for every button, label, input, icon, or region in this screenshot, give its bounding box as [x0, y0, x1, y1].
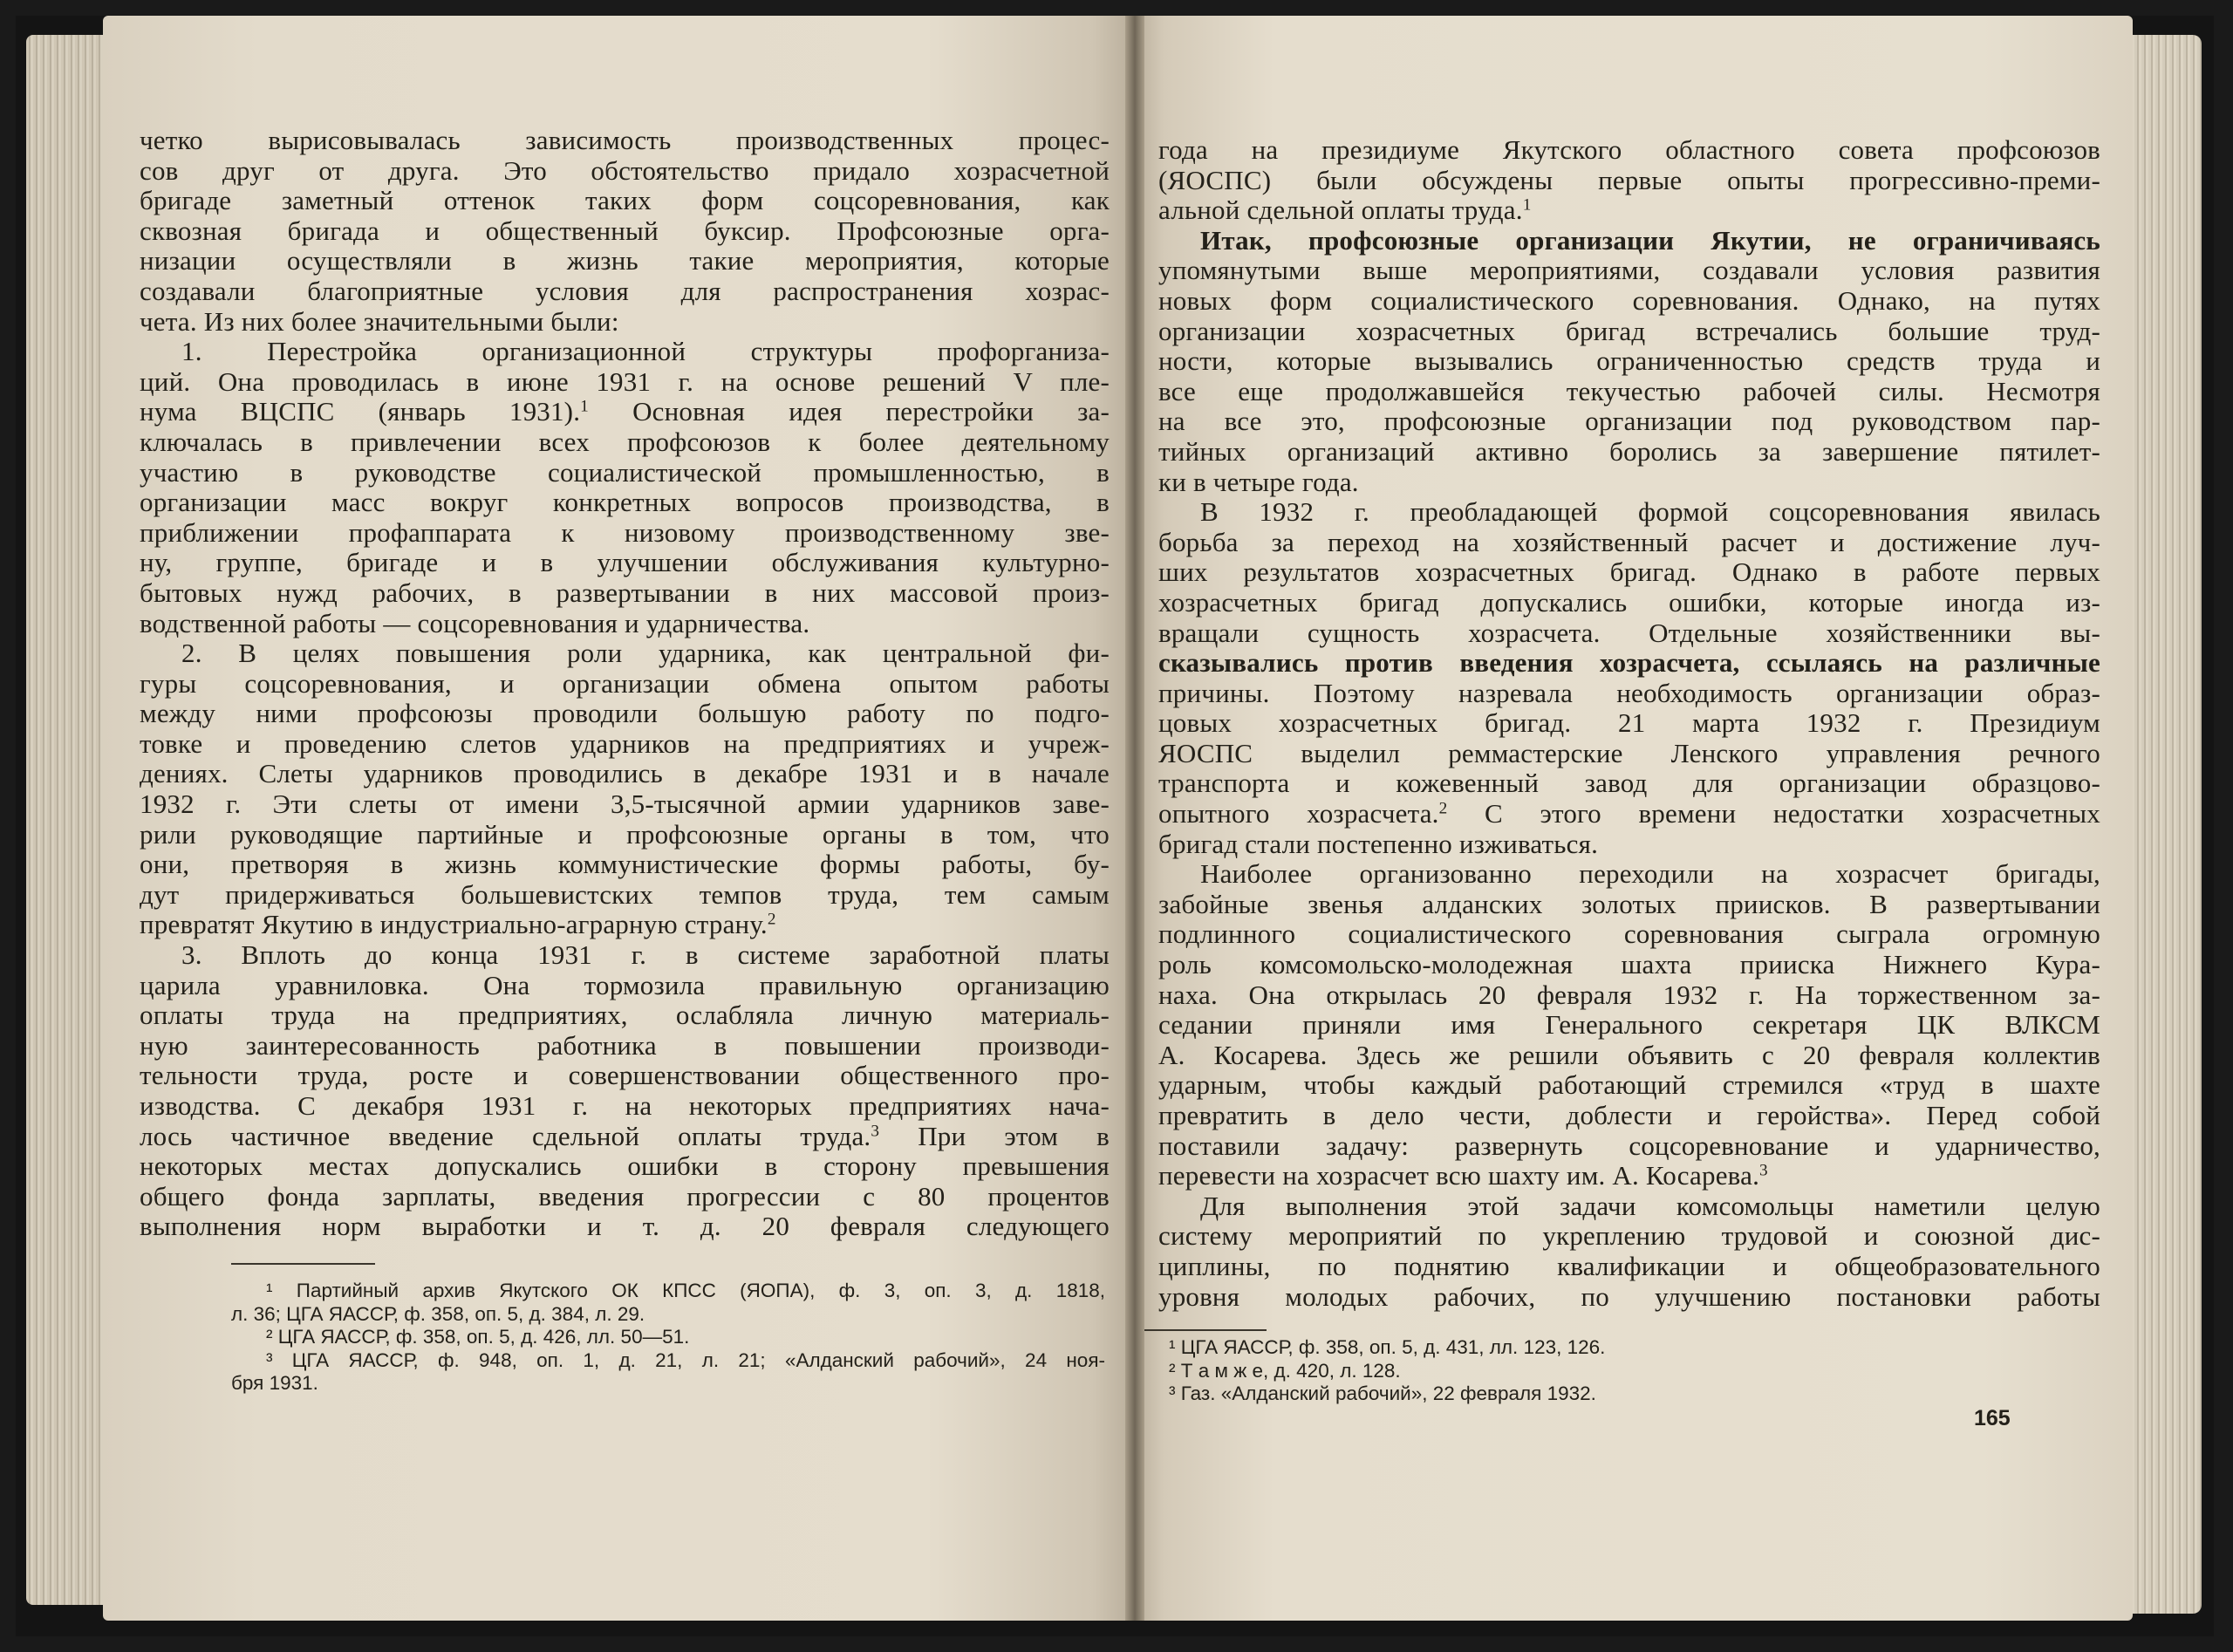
- text-line: Для выполнения этой задачи комсомольцы наметили целую: [1200, 1191, 2100, 1221]
- text-line: года на президиуме Якутского областного совета профсоюзов: [1158, 135, 2100, 165]
- text-line: сквозная бригада и общественный буксир. Профсоюзные орга-: [140, 215, 1110, 246]
- page-number: 165: [1974, 1406, 2011, 1430]
- text-line: лось частичное введение сдельной оплаты труда.$^3$ При этом в: [140, 1121, 1110, 1151]
- text-line: уровня молодых рабочих, по улучшению постановки работы: [1158, 1281, 2100, 1312]
- text-line: бытовых нужд рабочих, в развертывании в них массовой произ-: [140, 577, 1110, 608]
- text-line: хозрасчетных бригад допускались ошибки, которые иногда из-: [1158, 587, 2100, 618]
- text-line: изводства. С декабря 1931 г. на некоторых предприятиях нача-: [140, 1091, 1110, 1121]
- text-line: подлинного социалистического соревнования сыграла огромную: [1158, 919, 2100, 950]
- footnote-marker: 3: [1759, 1161, 1768, 1180]
- text-line: рили руководящие партийные и профсоюзные органы в том, что: [140, 819, 1110, 850]
- left-page-footnotes: [231, 1280, 1105, 1396]
- text-line: между ними профсоюзы проводили большую работу по подго-: [140, 699, 1110, 729]
- text-line: (ЯОСПС) были обсуждены первые опыты прогрессивно-преми-: [1158, 165, 2100, 195]
- book-gutter: [1125, 16, 1144, 1621]
- text-line: ций. Она проводилась в июне 1931 г. на основе решений V пле-: [140, 366, 1110, 397]
- text-line: они, претворяя в жизнь коммунистические формы работы, бу-: [140, 850, 1110, 880]
- text-line: превратить в дело чести, доблести и геройства». Перед собой: [1158, 1101, 2100, 1130]
- text-line: бригад стали постепенно изживаться.: [1158, 829, 1599, 859]
- text-line: транспорта и кожевенный завод для организации образцово-: [1158, 768, 2100, 799]
- text-line: ну, группе, бригаде и в улучшении обслуживания культурно-: [140, 548, 1110, 578]
- text-line: опытного хозрасчета.$^2$ С этого времени недостатки хозрасчетных: [1158, 799, 2100, 829]
- text-line: роль комсомольско-молодежная шахта прииска Нижнего Кура-: [1158, 950, 2100, 980]
- text-line: альной сдельной оплаты труда.$^1$: [1158, 195, 1532, 226]
- text-line: ударным, чтобы каждый работающий стремился «труд в шахте: [1158, 1070, 2100, 1101]
- text-line: общего фонда зарплаты, введения прогрессии с 80 процентов: [140, 1181, 1110, 1212]
- text-line: ную заинтересованность работника в повышении производи-: [140, 1030, 1110, 1061]
- text-line: 1. Перестройка организационной структуры профорганиза-: [181, 337, 1110, 367]
- left-page-block-edge: [26, 35, 113, 1605]
- right-page-body-text: [1158, 135, 2100, 1312]
- text-line: гуры соцсоревнования, и организации обмена опытом работы: [140, 668, 1110, 699]
- footnote-marker: 2: [767, 910, 776, 929]
- text-line: на все это, профсоюзные организации под руководством пар-: [1158, 406, 2100, 437]
- text-line: цовых хозрасчетных бригад. 21 марта 1932 г. Президиум: [1158, 708, 2100, 739]
- text-line: Итак, профсоюзные организации Якутии, не ограничиваясь: [1200, 225, 2100, 256]
- right-page-block-edge: [2127, 35, 2202, 1614]
- text-line: организации масс вокруг конкретных вопросов производства, в: [140, 488, 1110, 518]
- text-line: борьба за переход на хозяйственный расчет и достижение луч-: [1158, 527, 2100, 557]
- text-line: седании приняли имя Генерального секретаря ЦК ВЛКСМ: [1158, 1010, 2100, 1041]
- footnote-line: ³ ЦГА ЯАССР, ф. 948, оп. 1, д. 21, л. 21; «Алданский рабочий», 24 ноя-: [266, 1348, 1105, 1371]
- footnote-line: ¹ ЦГА ЯАССР, ф. 358, оп. 5, д. 431, лл. 123, 126.: [1169, 1336, 1606, 1358]
- text-line: участию в руководстве социалистической промышленностью, в: [140, 457, 1110, 488]
- text-line: создавали благоприятные условия для распространения хозрас-: [140, 276, 1110, 306]
- text-line: дениях. Слеты ударников проводились в декабре 1931 и в начале: [140, 759, 1110, 789]
- footnote-line: бря 1931.: [231, 1372, 318, 1394]
- text-line: приближении профаппарата к низовому производственному зве-: [140, 517, 1110, 548]
- text-line: систему мероприятий по укреплению трудовой и союзной дис-: [1158, 1221, 2100, 1252]
- text-line: сказывались против введения хозрасчета, ссылаясь на различные: [1158, 648, 2100, 679]
- left-page-body-text: [140, 126, 1110, 1242]
- text-line: бригаде заметный оттенок таких форм соцсоревнования, как: [140, 186, 1110, 216]
- text-line: превратят Якутию в индустриально-аграрную страну.$^2$: [140, 910, 776, 940]
- text-line: ки в четыре года.: [1158, 467, 1359, 497]
- text-line: наха. Она открылась 20 февраля 1932 г. На торжественном за-: [1158, 980, 2100, 1010]
- text-line: упомянутыми выше мероприятиями, создавали условия развития: [1158, 256, 2100, 286]
- footnote-line: ² ЦГА ЯАССР, ф. 358, оп. 5, д. 426, лл. 50—51.: [266, 1326, 690, 1348]
- text-line: 3. Вплоть до конца 1931 г. в системе заработной платы: [181, 940, 1110, 971]
- text-line: 1932 г. Эти слеты от имени 3,5-тысячной армии ударников заве-: [140, 789, 1110, 820]
- footnote-marker: 2: [1438, 799, 1448, 818]
- text-line: Наиболее организованно переходили на хозрасчет бригады,: [1200, 859, 2100, 890]
- text-line: низации осуществляли в жизнь такие мероприятия, которые: [140, 246, 1110, 276]
- text-line: четко вырисовывалась зависимость производственных процес-: [140, 126, 1110, 155]
- footnote-marker: 3: [871, 1122, 880, 1141]
- text-line: водственной работы — соцсоревнования и ударничества.: [140, 608, 810, 638]
- text-line: все еще продолжавшейся текучестью рабочей силы. Несмотря: [1158, 376, 2100, 406]
- footnote-line: ² Т а м ж е, д. 420, л. 128.: [1169, 1359, 1401, 1382]
- text-line: В 1932 г. преобладающей формой соцсоревнования явилась: [1200, 497, 2100, 528]
- text-line: организации хозрасчетных бригад встречались большие труд-: [1158, 316, 2100, 346]
- text-line: нума ВЦСПС (январь 1931).$^1$ Основная идея перестройки за-: [140, 397, 1110, 427]
- text-line: дут придерживаться большевистских темпов труда, тем самым: [140, 879, 1110, 910]
- text-line: чета. Из них более значительными были:: [140, 306, 619, 337]
- footnote-line: ¹ Партийный архив Якутского ОК КПСС (ЯОПА), ф. 3, оп. 3, д. 1818,: [266, 1280, 1105, 1301]
- text-line: некоторых местах допускались ошибки в сторону превышения: [140, 1151, 1110, 1182]
- text-line: причины. Поэтому назревала необходимость организации образ-: [1158, 678, 2100, 708]
- text-line: новых форм социалистического соревнования. Однако, на путях: [1158, 285, 2100, 316]
- footnote-line: л. 36; ЦГА ЯАССР, ф. 358, оп. 5, д. 384, л. 29.: [231, 1302, 645, 1325]
- text-line: забойные звенья алданских золотых приисков. В развертывании: [1158, 889, 2100, 919]
- text-line: ключалась в привлечении всех профсоюзов к более деятельному: [140, 427, 1110, 457]
- text-line: перевести на хозрасчет всю шахту им. А. Косарева.$^3$: [1158, 1161, 1768, 1191]
- text-line: поставили задачу: развернуть соцсоревнование и ударничество,: [1158, 1130, 2100, 1161]
- right-footnote-rule: [1144, 1329, 1267, 1331]
- text-line: ших результатов хозрасчетных бригад. Однако в работе первых: [1158, 557, 2100, 588]
- text-line: циплины, по поднятию квалификации и общеобразовательного: [1158, 1251, 2100, 1281]
- left-footnote-rule: [231, 1263, 375, 1265]
- text-line: 2. В целях повышения роли ударника, как центральной фи-: [181, 638, 1110, 669]
- footnote-marker: 1: [1522, 195, 1532, 215]
- text-line: сов друг от друга. Это обстоятельство придало хозрасчетной: [140, 155, 1110, 186]
- text-line: ности, которые вызывались ограниченностью средств труда и: [1158, 346, 2100, 377]
- text-line: царила уравниловка. Она тормозила правильную организацию: [140, 970, 1110, 1000]
- right-page-footnotes: [1169, 1336, 1884, 1406]
- footnote-marker: 1: [580, 397, 589, 416]
- footnote-line: ³ Газ. «Алданский рабочий», 22 февраля 1932.: [1169, 1382, 1596, 1404]
- text-line: тийных организаций активно боролись за завершение пятилет-: [1158, 436, 2100, 467]
- text-line: выполнения норм выработки и т. д. 20 февраля следующего: [140, 1212, 1110, 1242]
- text-line: вращали сущность хозрасчета. Отдельные хозяйственники вы-: [1158, 618, 2100, 648]
- text-line: оплаты труда на предприятиях, ослабляла личную материаль-: [140, 1000, 1110, 1031]
- text-line: товке и проведению слетов ударников на предприятиях и учреж-: [140, 728, 1110, 759]
- text-line: А. Косарева. Здесь же решили объявить с 20 февраля коллектив: [1158, 1040, 2100, 1070]
- text-line: ЯОСПС выделил реммастерские Ленского управления речного: [1158, 738, 2100, 768]
- text-line: тельности труда, росте и совершенствовании общественного про-: [140, 1061, 1110, 1091]
